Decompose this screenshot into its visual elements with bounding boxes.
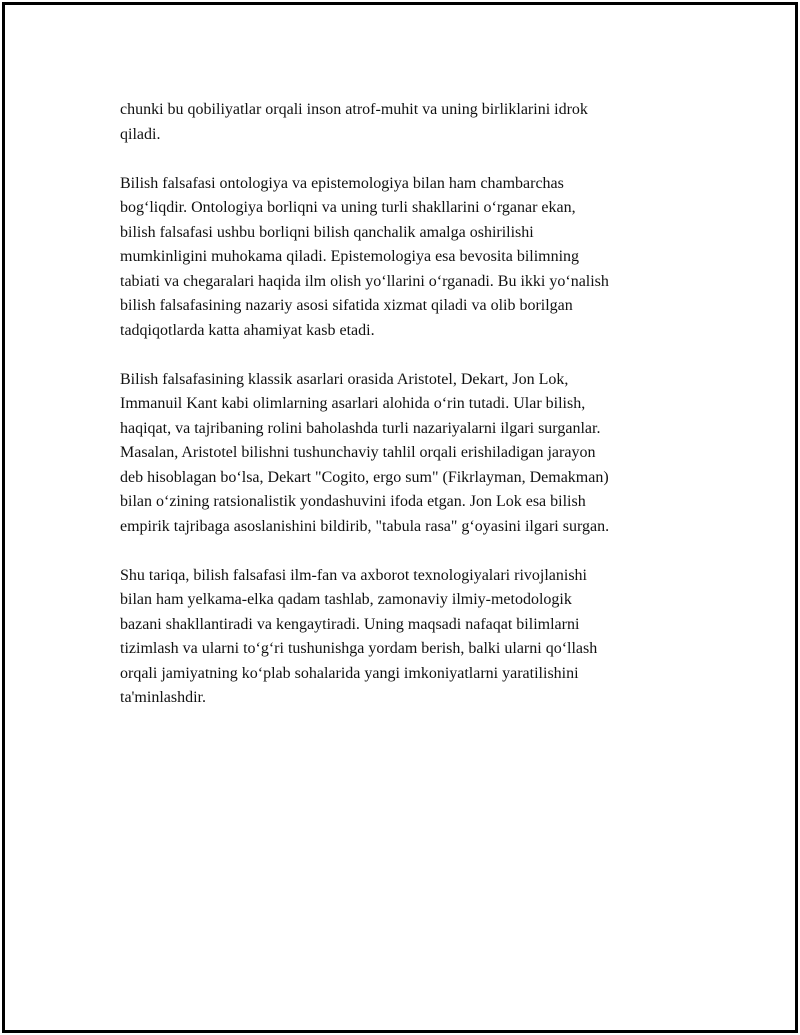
paragraph-3: Bilish falsafasining klassik asarlari orasida Aristotel, Dekart, Jon Lok, Immanuil Kant kabi olimlarning asarlari alohida o‘rin tutadi. Ular bilish, haqiqat, va tajribaning rolini baholashda turli nazariyalarni ilgari surganlar. Masalan, Aristotel bilishni tushunchaviy tahlil orqali erishiladigan jarayon deb hisoblagan bo‘lsa, Dekart "Cogito, ergo sum" (Fikrlayman, Demakman) bilan o‘zining ratsionalistik yondashuvini ifoda etgan. Jon Lok esa bilish empirik tajribaga asoslanishini bildirib, "tabula rasa" g‘oyasini ilgari surgan. [120,370,610,535]
paragraph-4: Shu tariqa, bilish falsafasi ilm-fan va axborot texnologiyalari rivojlanishi bilan ham yelkama-elka qadam tashlab, zamonaviy ilmiy-metodologik bazani shakllantiradi va kengaytiradi. Uning maqsadi nafaqat bilimlarni tizimlash va ularni to‘g‘ri tushunishga yordam berish, balki ularni qo‘llash orqali jamiyatning ko‘plab sohalarida yangi imkoniyatlarni yaratilishini ta'minlashdir. [120,566,598,706]
page-frame [2,2,798,1033]
paragraph-2: Bilish falsafasi ontologiya va epistemologiya bilan ham chambarchas bog‘liqdir. Ontologiya borliqni va uning turli shakllarini o‘rganar ekan, bilish falsafasi ushbu borliqni bilish qanchalik amalga oshirilishi mumkinligini muhokama qiladi. Epistemologiya esa bevosita bilimning tabiati va chegaralari haqida ilm olish yo‘llarini o‘rganadi. Bu ikki yo‘nalish bilish falsafasining nazariy asosi sifatida xizmat qiladi va olib borilgan tadqiqotlarda katta ahamiyat kasb etadi. [120,174,609,339]
paragraph-1: chunki bu qobiliyatlar orqali inson atrof-muhit va uning birliklarini idrok qiladi. [120,101,588,143]
document-body [120,98,695,735]
